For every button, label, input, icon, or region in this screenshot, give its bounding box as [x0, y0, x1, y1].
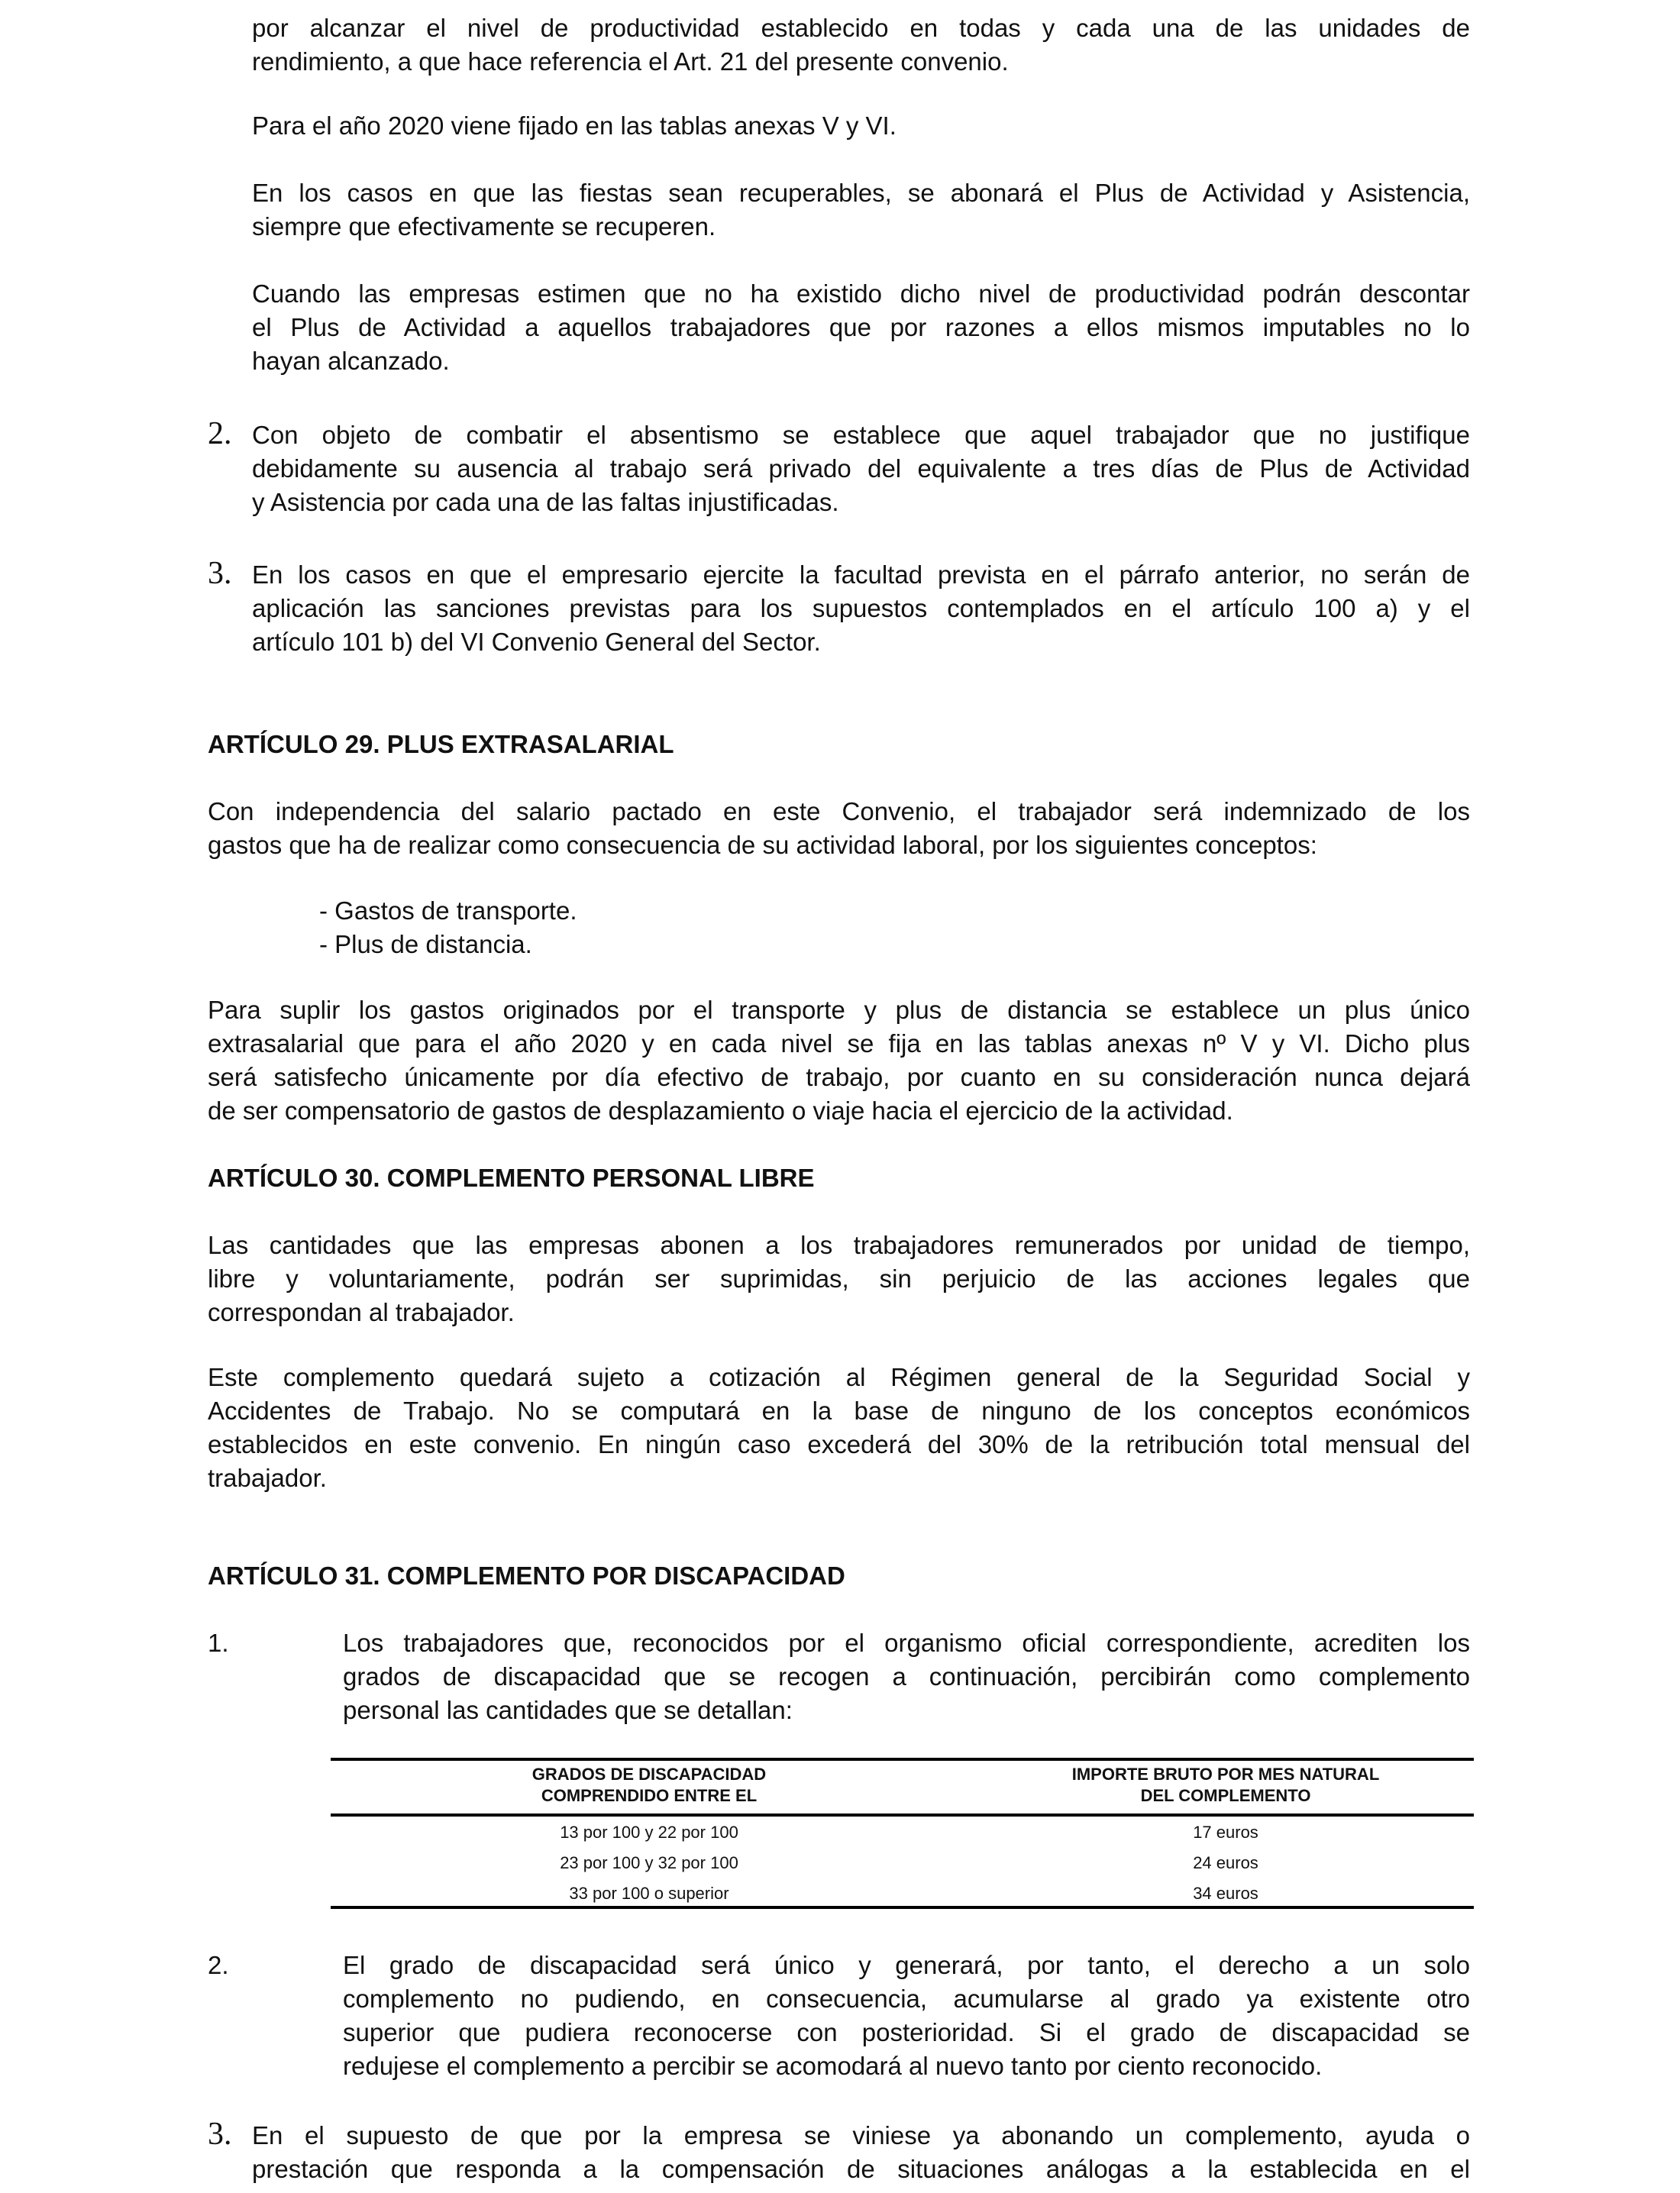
paragraph	[319, 894, 1470, 961]
text-line: En los casos en que el empresario ejercite la facultad prevista en el párrafo anterior, no serán de	[252, 560, 1470, 589]
text-line: correspondan al trabajador.	[208, 1298, 515, 1326]
article-heading: ARTÍCULO 30. COMPLEMENTO PERSONAL LIBRE	[208, 1164, 815, 1192]
table-cell: 24 euros	[1193, 1853, 1258, 1872]
text-line: En los casos en que las fiestas sean recuperables, se abonará el Plus de Actividad y Asistencia,	[252, 179, 1470, 207]
table-header-importe	[958, 1764, 1493, 1807]
table-header-grados	[382, 1764, 916, 1807]
text-line: - Gastos de transporte.	[319, 896, 577, 925]
text-line: debidamente su ausencia al trabajo será privado del equivalente a tres días de Plus de Actividad	[252, 454, 1470, 483]
table-cell: 23 por 100 y 32 por 100	[560, 1853, 738, 1872]
text-line: el Plus de Actividad a aquellos trabajadores que por razones a ellos mismos imputables no lo	[252, 313, 1470, 341]
text-line: de ser compensatorio de gastos de desplazamiento o viaje hacia el ejercicio de la actividad.	[208, 1096, 1233, 1125]
text-line: extrasalarial que para el año 2020 y en cada nivel se fija en las tablas anexas nº V y VI. Dicho plus	[208, 1029, 1470, 1058]
text-line: libre y voluntariamente, podrán ser suprimidas, sin perjuicio de las acciones legales que	[208, 1264, 1470, 1293]
paragraph	[252, 109, 1470, 143]
text-line: personal las cantidades que se detallan:	[343, 1696, 793, 1724]
paragraph	[208, 993, 1470, 1128]
item-number: 2.	[208, 1951, 229, 1979]
text-line: trabajador.	[208, 1464, 327, 1492]
paragraph	[252, 11, 1470, 79]
paragraph	[252, 176, 1470, 244]
text-line: grados de discapacidad que se recogen a continuación, percibirán como complemento	[343, 1662, 1470, 1691]
paragraph	[208, 795, 1470, 862]
table-cell: 17 euros	[1193, 1823, 1258, 1842]
text-line: Los trabajadores que, reconocidos por el organismo oficial correspondiente, acrediten los	[343, 1629, 1470, 1657]
text-line: gastos que ha de realizar como consecuencia de su actividad laboral, por los siguientes conceptos:	[208, 831, 1317, 859]
item-number: 3.	[208, 556, 232, 591]
text-line: hayan alcanzado.	[252, 347, 450, 375]
numbered-paragraph	[252, 558, 1470, 659]
text-line: y Asistencia por cada una de las faltas injustificadas.	[252, 488, 839, 516]
text-line: Con objeto de combatir el absentismo se establece que aquel trabajador que no justifique	[252, 421, 1470, 449]
text-line: aplicación las sanciones previstas para los supuestos contemplados en el artículo 100 a) y el	[252, 594, 1470, 622]
paragraph	[208, 1229, 1470, 1329]
item-number: 2.	[208, 416, 232, 451]
paragraph	[208, 1361, 1470, 1495]
numbered-paragraph	[343, 1626, 1470, 1727]
text-line: Las cantidades que las empresas abonen a los trabajadores remunerados por unidad de tiempo,	[208, 1231, 1470, 1259]
table-cell: 13 por 100 y 22 por 100	[560, 1823, 738, 1842]
text-line: rendimiento, a que hace referencia el Art. 21 del presente convenio.	[252, 47, 1009, 76]
text-line: establecidos en este convenio. En ningún caso excederá del 30% de la retribución total mensual del	[208, 1430, 1470, 1458]
text-line: - Plus de distancia.	[319, 930, 532, 958]
table-bottom-rule	[331, 1906, 1474, 1909]
paragraph	[252, 277, 1470, 378]
table-header-rule	[331, 1814, 1474, 1817]
article-heading: ARTÍCULO 29. PLUS EXTRASALARIAL	[208, 730, 674, 758]
text-line: siempre que efectivamente se recuperen.	[252, 212, 716, 241]
text-line: Accidentes de Trabajo. No se computará en la base de ninguno de los conceptos económicos	[208, 1397, 1470, 1425]
text-line: redujese el complemento a percibir se acomodará al nuevo tanto por ciento reconocido.	[343, 2052, 1323, 2080]
text-line: superior que pudiera reconocerse con posterioridad. Si el grado de discapacidad se	[343, 2018, 1470, 2046]
text-line: será satisfecho únicamente por día efectivo de trabajo, por cuanto en su consideración nunca dejará	[208, 1063, 1470, 1091]
text-line: El grado de discapacidad será único y generará, por tanto, el derecho a un solo	[343, 1951, 1470, 1979]
text-line: complemento no pudiendo, en consecuencia, acumularse al grado ya existente otro	[343, 1985, 1470, 2013]
text-line: artículo 101 b) del VI Convenio General del Sector.	[252, 628, 821, 656]
numbered-paragraph	[252, 418, 1470, 519]
text-line: Este complemento quedará sujeto a cotización al Régimen general de la Seguridad Social y	[208, 1363, 1470, 1391]
table-cell: 33 por 100 o superior	[569, 1884, 729, 1903]
text-line: Para el año 2020 viene fijado en las tablas anexas V y VI.	[252, 111, 897, 140]
text-line: por alcanzar el nivel de productividad establecido en todas y cada una de las unidades de	[252, 14, 1470, 42]
table-top-rule	[331, 1758, 1474, 1761]
text-line: Con independencia del salario pactado en este Convenio, el trabajador será indemnizado de los	[208, 797, 1470, 825]
numbered-paragraph	[252, 2119, 1470, 2186]
article-heading: ARTÍCULO 31. COMPLEMENTO POR DISCAPACIDAD	[208, 1562, 845, 1590]
text-line: prestación que responda a la compensación de situaciones análogas a la establecida en el	[252, 2155, 1470, 2183]
header-line: GRADOS DE DISCAPACIDAD	[531, 1765, 767, 1784]
item-number: 1.	[208, 1629, 229, 1657]
text-line: Cuando las empresas estimen que no ha existido dicho nivel de productividad podrán descontar	[252, 279, 1470, 308]
text-line: Para suplir los gastos originados por el transporte y plus de distancia se establece un plus único	[208, 996, 1470, 1024]
header-line: DEL COMPLEMENTO	[1140, 1786, 1311, 1805]
numbered-paragraph	[343, 1949, 1470, 2083]
table-cell: 34 euros	[1193, 1884, 1258, 1903]
text-line: En el supuesto de que por la empresa se viniese ya abonando un complemento, ayuda o	[252, 2121, 1470, 2149]
item-number: 3.	[208, 2117, 232, 2152]
header-line: IMPORTE BRUTO POR MES NATURAL	[1071, 1765, 1380, 1784]
header-line: COMPRENDIDO ENTRE EL	[541, 1786, 758, 1805]
